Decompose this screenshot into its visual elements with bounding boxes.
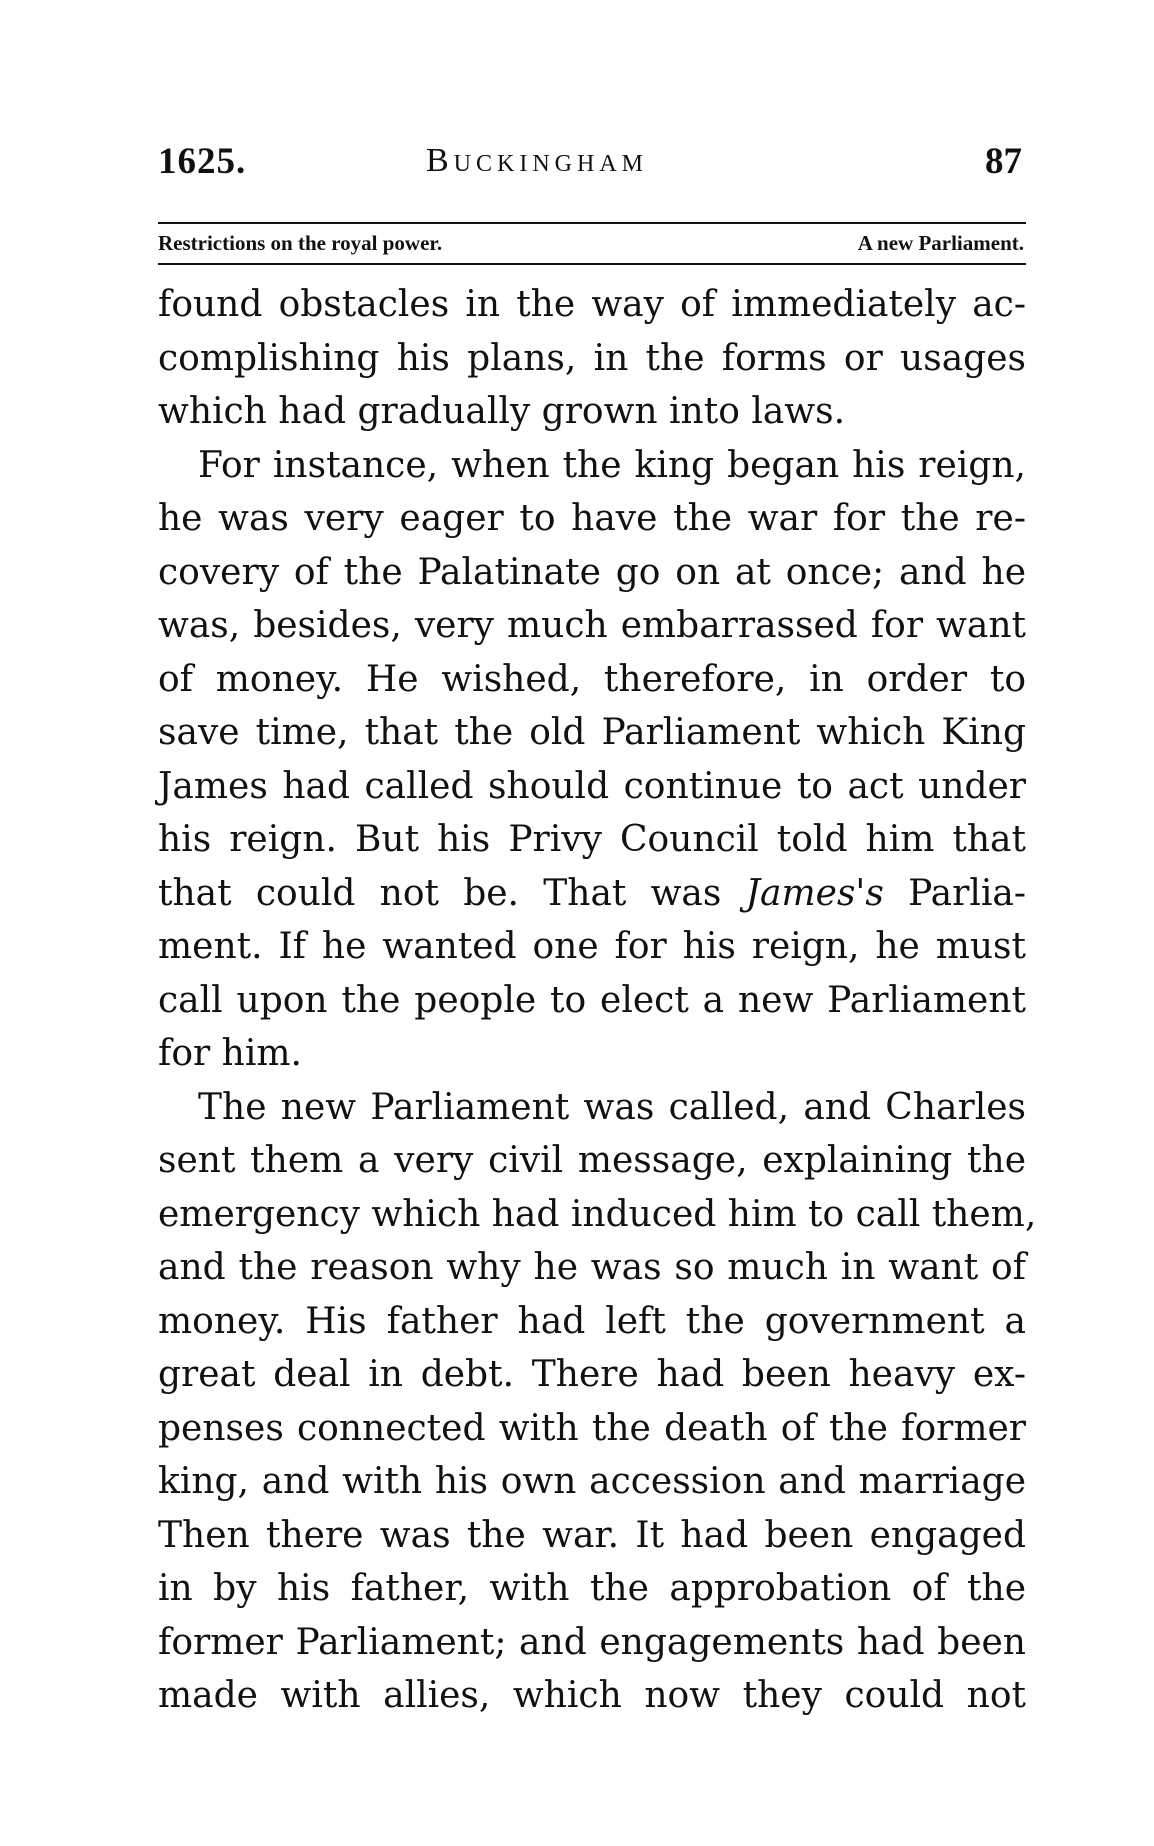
text-line: was, besides, very much embarrassed for want xyxy=(158,605,1026,646)
text-line: Then there was the war. It had been engaged xyxy=(158,1514,1026,1556)
running-head-year: 1625. xyxy=(158,141,247,182)
text-line: penses connected with the death of the former xyxy=(158,1407,1026,1449)
text-line: covery of the Palatinate go on at once; and he xyxy=(158,551,1026,593)
text-segment: Parlia- xyxy=(908,872,1026,914)
text-line: in by his father, with the approbation of the xyxy=(158,1568,1026,1609)
text-line: James had called should continue to act under xyxy=(158,765,1026,807)
text-line: ment. If he wanted one for his reign, he must xyxy=(158,926,1026,967)
text-line: found obstacles in the way of immediately ac- xyxy=(158,284,1026,325)
running-head-title: Buckingham xyxy=(426,142,649,179)
text-segment: that could not be. That was xyxy=(158,872,722,914)
text-line: his reign. But his Privy Council told him that xyxy=(158,819,1026,860)
text-line: king, and with his own accession and marriage xyxy=(158,1461,1026,1502)
text-line: save time, that the old Parliament which King xyxy=(158,712,1026,753)
text-line: sent them a very civil message, explaining the xyxy=(158,1140,1026,1181)
paragraph-first-line: The new Parliament was called, and Charles xyxy=(198,1086,1026,1128)
text-line: emergency which had induced him to call them, xyxy=(158,1193,1037,1235)
header-rule-bottom xyxy=(158,263,1026,265)
side-headings xyxy=(158,231,1026,259)
text-line: of money. He wished, therefore, in order to xyxy=(158,658,1026,700)
text-line: which had gradually grown into laws. xyxy=(158,391,846,432)
text-line: and the reason why he was so much in want of xyxy=(158,1247,1026,1288)
text-line: call upon the people to elect a new Parliament xyxy=(158,979,1026,1021)
side-heading-left: Restrictions on the royal power. xyxy=(158,231,443,255)
book-page xyxy=(158,140,1037,1716)
header-rule-top xyxy=(158,222,1026,224)
text-line: for him. xyxy=(158,1033,302,1074)
text-line: great deal in debt. There had been heavy ex- xyxy=(158,1354,1026,1395)
running-head xyxy=(158,140,1026,190)
text-line-with-italic xyxy=(158,867,1026,921)
body-text xyxy=(158,278,1037,1723)
side-heading-right: A new Parliament. xyxy=(857,231,1024,255)
paragraph-first-line: For instance, when the king began his reign, xyxy=(198,444,1026,486)
text-line: money. His father had left the government a xyxy=(158,1300,1026,1342)
text-line: made with allies, which now they could not xyxy=(158,1675,1026,1716)
text-line: he was very eager to have the war for the re- xyxy=(158,498,1026,539)
page-number: 87 xyxy=(985,141,1022,182)
italic-text: James's xyxy=(745,872,884,914)
text-line: complishing his plans, in the forms or usages xyxy=(158,337,1026,379)
text-line: former Parliament; and engagements had been xyxy=(158,1621,1026,1663)
